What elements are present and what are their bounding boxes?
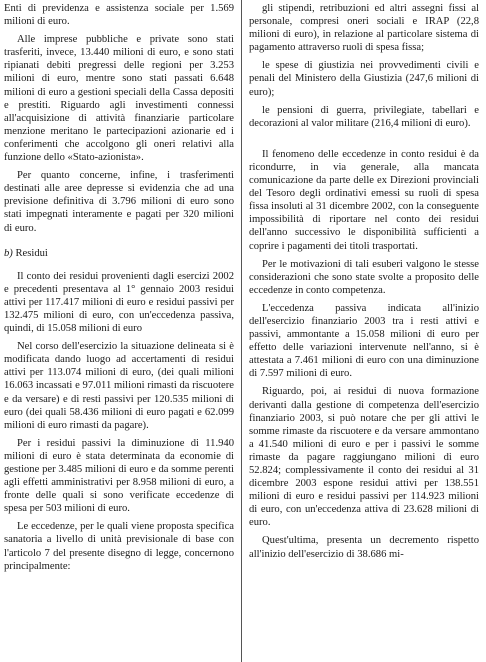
paragraph: L'eccedenza passiva indicata all'inizio dell'esercizio finanziario 2003 tra i resti attivi e passivi, ammontante a 15.058 milioni di euro per effetto delle variazioni intervenute nell'anno, si è attestata a 7.461 milioni di euro con una diminuzione di 7.597 milioni di euro. xyxy=(249,302,479,380)
paragraph: Riguardo, poi, ai residui di nuova formazione derivanti dalla gestione di competenza dell'esercizio finanziario 2003, si può notare che per gli attivi le somme rimaste da riscuotere e da versare ammontano a 41.540 milioni di euro e per i passivi le somme rimaste da pagare raggiungano milioni di euro 52.824; complessivamente il conto dei residui al 31 dicembre 2003 espone residui attivi per 138.551 milioni di euro e residui passivi per 114.923 milioni di euro, con un'eccedenza attiva di 23.628 milioni di euro. xyxy=(249,386,479,529)
section-letter: b) xyxy=(4,247,13,259)
paragraph: Per quanto concerne, infine, i trasferimenti destinati alle aree depresse si evidenzia che ad una previsione definitiva di 3.796 milioni di euro sono stati impegnati interamente e pagati per 320 milioni di euro. xyxy=(4,170,234,234)
spacer xyxy=(249,135,479,148)
paragraph: Alle imprese pubbliche e private sono stati trasferiti, invece, 13.440 milioni di euro, e sono stati ripianati debiti pregressi delle regioni per 3.253 milioni di euro, mentre sono stati passati 6.648 milioni di euro a gestioni speciali della Cassa depositi e prestiti. Riguardo agli investimenti connessi all'acquisizione di attività finanziarie particolare menzione meritano le partecipazioni azionarie ed i conferimenti che accolgono gli oneri relativi alla funzione dello «Stato-azionista». xyxy=(4,34,234,164)
paragraph: Enti di previdenza e assistenza sociale per 1.569 milioni di euro. xyxy=(4,3,234,28)
paragraph: Quest'ultima, presenta un decremento rispetto all'inizio dell'esercizio di 38.686 mi- xyxy=(249,535,479,560)
right-column xyxy=(249,2,479,566)
list-item: le spese di giustizia nei provvedimenti civili e penali del Ministero della Giustizia (247,6 milioni di euro); xyxy=(249,60,479,98)
paragraph: Il fenomeno delle eccedenze in conto residui è da ricondurre, in via generale, alla mancata comunicazione da parte delle ex Direzioni provinciali del Tesoro degli ordinativi emessi su ruoli di spesa fissa insoluti al 31 dicembre 2002, con la conseguente impossibilità di riportare nel conto dei residui dell'anno successivo le disponibilità sufficienti a coprire i pagamenti dei titoli trasportati. xyxy=(249,148,479,252)
section-title: Residui xyxy=(15,247,48,259)
paragraph: Le eccedenze, per le quali viene proposta specifica sanatoria a livello di unità previsionale di base con l'articolo 7 del presente disegno di legge, concernono principalmente: xyxy=(4,521,234,572)
paragraph: Nel corso dell'esercizio la situazione delineata si è modificata dando luogo ad accertamenti di residui attivi per 113.074 milioni di euro, (dei quali milioni 16.063 incassati e 97.011 milioni rimasti da riscuotere e da versare) e di resti passivi per 120.535 milioni di euro (dei quali 58.436 milioni di euro pagati e 62.099 milioni di euro rimasti da pagare). xyxy=(4,341,234,431)
list-item: gli stipendi, retribuzioni ed altri assegni fissi al personale, compresi oneri sociali e IRAP (22,8 milioni di euro), in relazione al particolare sistema di pagamento attraverso ruoli di spesa fissa; xyxy=(249,3,479,54)
left-column xyxy=(4,2,234,578)
section-heading xyxy=(4,247,234,260)
list-item: le pensioni di guerra, privilegiate, tabellari e decorazioni al valor militare (216,4 milioni di euro). xyxy=(249,104,479,129)
paragraph: Per i residui passivi la diminuzione di 11.940 milioni di euro è stata determinata da economie di gestione per 3.485 milioni di euro e da somme perenti agli effetti amministrativi per 8.958 milioni di euro, a fronte delle quali si sono verificate eccedenze di spesa per 503 milioni di euro. xyxy=(4,437,234,515)
paragraph: Il conto dei residui provenienti dagli esercizi 2002 e precedenti presentava al 1° gennaio 2003 residui attivi per 117.417 milioni di euro e residui passivi per 132.475 milioni di euro, con un'eccedenza passiva, quindi, di 15.058 milioni di euro xyxy=(4,270,234,335)
paragraph: Per le motivazioni di tali esuberi valgono le stesse considerazioni che sono state svolte a proposito delle eccedenze in conto competenza. xyxy=(249,258,479,296)
column-divider xyxy=(241,0,242,662)
